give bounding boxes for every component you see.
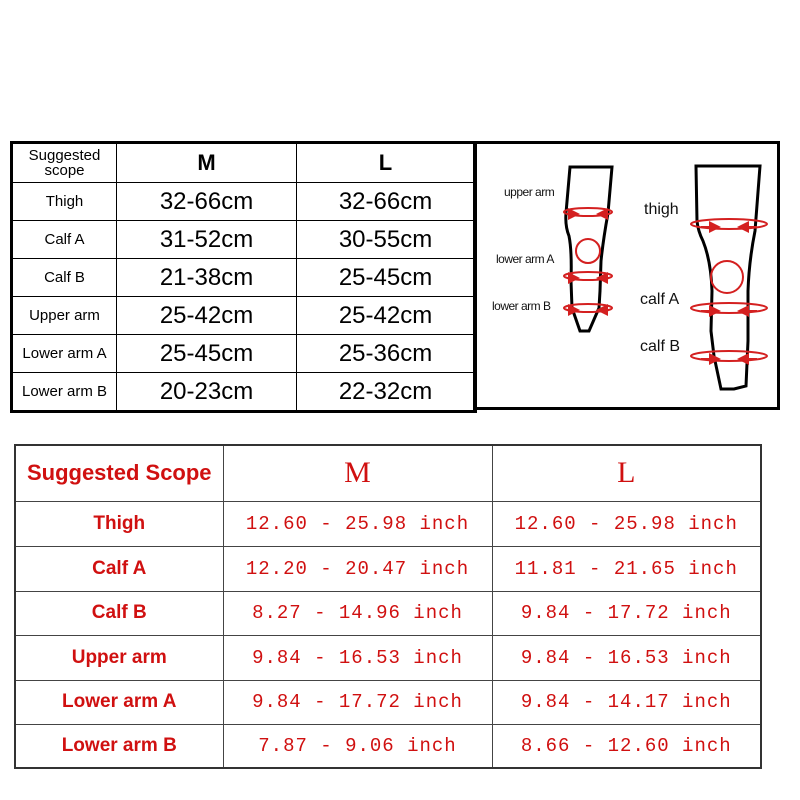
knee-circle bbox=[711, 261, 743, 293]
m-value: 21-38cm bbox=[117, 259, 297, 297]
m-value: 25-42cm bbox=[117, 297, 297, 335]
table-row bbox=[12, 259, 476, 297]
row-label: Upper arm bbox=[15, 635, 223, 680]
m-value: 12.20 - 20.47 inch bbox=[223, 546, 492, 591]
m-value: 12.60 - 25.98 inch bbox=[223, 501, 492, 546]
header-m: M bbox=[117, 143, 297, 183]
m-value: 7.87 - 9.06 inch bbox=[223, 724, 492, 768]
leg-sleeve-outline bbox=[696, 166, 760, 389]
m-value: 9.84 - 17.72 inch bbox=[223, 680, 492, 724]
row-label: Calf A bbox=[15, 546, 223, 591]
table-row bbox=[15, 635, 761, 680]
row-label: Lower arm B bbox=[12, 373, 117, 412]
label-lower-arm-a: lower arm A bbox=[496, 252, 554, 266]
table-row bbox=[15, 680, 761, 724]
table-row bbox=[12, 373, 476, 412]
l-value: 25-42cm bbox=[297, 297, 476, 335]
header-m: M bbox=[223, 445, 492, 501]
l-value: 9.84 - 14.17 inch bbox=[492, 680, 761, 724]
l-value: 25-45cm bbox=[297, 259, 476, 297]
l-value: 9.84 - 16.53 inch bbox=[492, 635, 761, 680]
measurement-diagram bbox=[473, 141, 780, 410]
label-thigh: thigh bbox=[644, 201, 679, 218]
l-value: 8.66 - 12.60 inch bbox=[492, 724, 761, 768]
label-upper-arm: upper arm bbox=[504, 185, 555, 199]
header-l: L bbox=[492, 445, 761, 501]
sleeve-illustration bbox=[473, 141, 780, 410]
table-row bbox=[12, 183, 476, 221]
row-label: Thigh bbox=[12, 183, 117, 221]
row-label: Lower arm A bbox=[15, 680, 223, 724]
row-label: Upper arm bbox=[12, 297, 117, 335]
l-value: 12.60 - 25.98 inch bbox=[492, 501, 761, 546]
inch-size-table bbox=[14, 444, 762, 769]
header-scope: Suggested Scope bbox=[15, 445, 223, 501]
l-value: 11.81 - 21.65 inch bbox=[492, 546, 761, 591]
label-calf-a: calf A bbox=[640, 291, 680, 308]
label-calf-b: calf B bbox=[640, 338, 681, 355]
m-value: 31-52cm bbox=[117, 221, 297, 259]
table-row bbox=[12, 221, 476, 259]
table-row bbox=[12, 297, 476, 335]
header-scope: Suggested scope bbox=[12, 143, 117, 183]
row-label: Thigh bbox=[15, 501, 223, 546]
m-value: 20-23cm bbox=[117, 373, 297, 412]
row-label: Lower arm B bbox=[15, 724, 223, 768]
table-row bbox=[15, 591, 761, 635]
row-label: Calf A bbox=[12, 221, 117, 259]
l-value: 30-55cm bbox=[297, 221, 476, 259]
l-value: 25-36cm bbox=[297, 335, 476, 373]
m-value: 25-45cm bbox=[117, 335, 297, 373]
m-value: 9.84 - 16.53 inch bbox=[223, 635, 492, 680]
row-label: Lower arm A bbox=[12, 335, 117, 373]
table-row bbox=[15, 724, 761, 768]
m-value: 32-66cm bbox=[117, 183, 297, 221]
m-value: 8.27 - 14.96 inch bbox=[223, 591, 492, 635]
arm-sleeve-outline bbox=[566, 167, 612, 331]
row-label: Calf B bbox=[12, 259, 117, 297]
label-lower-arm-b: lower arm B bbox=[492, 299, 551, 313]
table-row bbox=[15, 546, 761, 591]
l-value: 9.84 - 17.72 inch bbox=[492, 591, 761, 635]
header-l: L bbox=[297, 143, 476, 183]
l-value: 22-32cm bbox=[297, 373, 476, 412]
table-row bbox=[12, 335, 476, 373]
table-row bbox=[15, 501, 761, 546]
row-label: Calf B bbox=[15, 591, 223, 635]
l-value: 32-66cm bbox=[297, 183, 476, 221]
elbow-circle bbox=[576, 239, 600, 263]
cm-size-table bbox=[10, 141, 477, 413]
